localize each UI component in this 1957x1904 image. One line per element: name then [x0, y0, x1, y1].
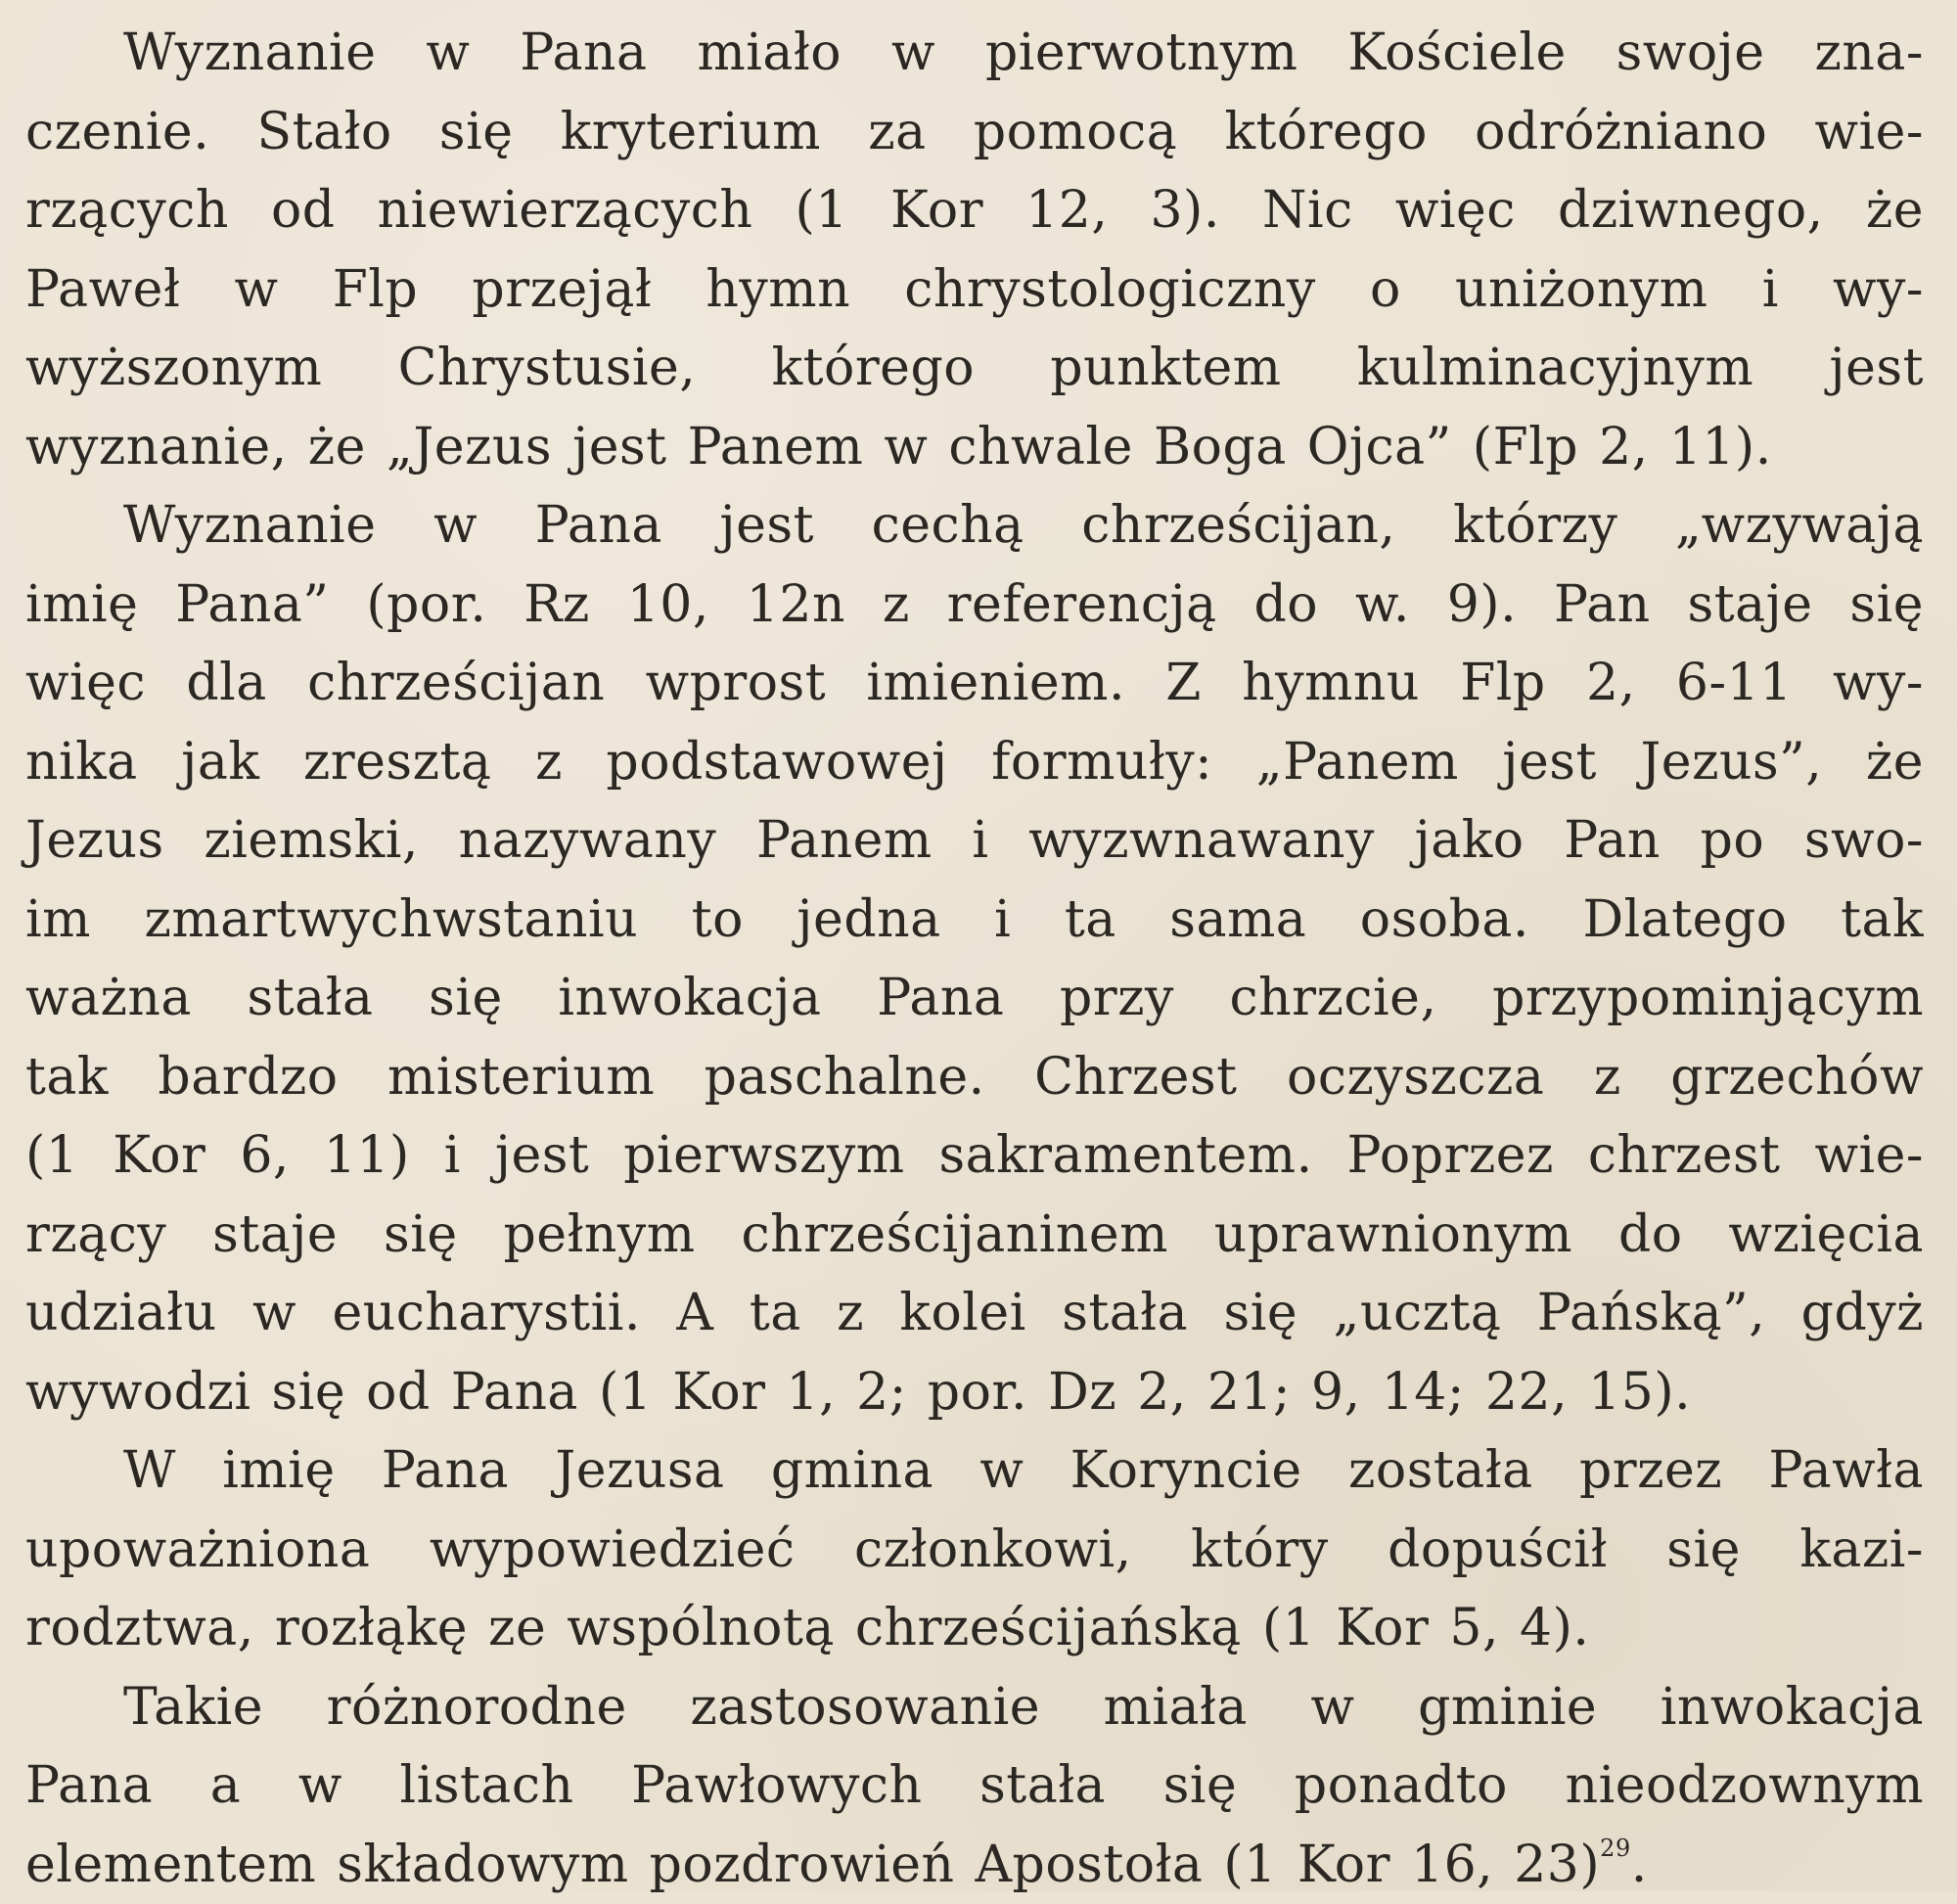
text-line: im zmartwychwstaniu to jedna i ta sama osoba. Dlatego tak — [25, 881, 1924, 960]
text-line: Takie różnorodne zastosowanie miała w gminie inwokacja — [25, 1668, 1924, 1747]
text-line: Wyznanie w Pana miało w pierwotnym Kościele swoje zna- — [25, 14, 1924, 93]
text-line: rzący staje się pełnym chrześcijaninem uprawnionym do wzięcia — [25, 1196, 1924, 1275]
text-line: tak bardzo misterium paschalne. Chrzest oczyszcza z grzechów — [25, 1038, 1924, 1117]
text-line: rzących od niewierzących (1 Kor 12, 3). Nic więc dziwnego, że — [25, 171, 1924, 250]
paragraph-2 — [25, 486, 1924, 1431]
text-line-with-footnote — [25, 1826, 1924, 1904]
text-line: rodztwa, rozłąkę ze wspólnotą chrześcijańską (1 Kor 5, 4). — [25, 1589, 1924, 1668]
text-line: ważna stała się inwokacja Pana przy chrzcie, przypominjącym — [25, 959, 1924, 1038]
body-text — [25, 14, 1924, 1904]
paragraph-4 — [25, 1668, 1924, 1904]
text-line: Jezus ziemski, nazywany Panem i wyzwnawany jako Pan po swo- — [25, 801, 1924, 881]
text-line: upoważniona wypowiedzieć członkowi, który dopuścił się kazi- — [25, 1511, 1924, 1590]
text-line: Pana a w listach Pawłowych stała się ponadto nieodzownym — [25, 1746, 1924, 1826]
text-line: udziału w eucharystii. A ta z kolei stała się „ucztą Pańską”, gdyż — [25, 1274, 1924, 1353]
paragraph-3 — [25, 1431, 1924, 1668]
text-line: (1 Kor 6, 11) i jest pierwszym sakramentem. Poprzez chrzest wie- — [25, 1116, 1924, 1196]
text-line: wyższonym Chrystusie, którego punktem kulminacyjnym jest — [25, 329, 1924, 408]
text-line: W imię Pana Jezusa gmina w Koryncie została przez Pawła — [25, 1431, 1924, 1511]
text-line: więc dla chrześcijan wprost imieniem. Z hymnu Flp 2, 6-11 wy- — [25, 644, 1924, 723]
trailing-period: . — [1631, 1836, 1648, 1894]
text-line: wyznanie, że „Jezus jest Panem w chwale Boga Ojca” (Flp 2, 11). — [25, 408, 1924, 487]
text-line: wywodzi się od Pana (1 Kor 1, 2; por. Dz 2, 21; 9, 14; 22, 15). — [25, 1353, 1924, 1432]
text-line: czenie. Stało się kryterium za pomocą którego odróżniano wie- — [25, 93, 1924, 172]
text-line: nika jak zresztą z podstawowej formuły: „Panem jest Jezus”, że — [25, 723, 1924, 802]
paragraph-1 — [25, 14, 1924, 486]
text-line: imię Pana” (por. Rz 10, 12n z referencją do w. 9). Pan staje się — [25, 566, 1924, 645]
text-line-content: elementem składowym pozdrowień Apostoła (1 Kor 16, 23) — [25, 1836, 1600, 1894]
text-line: Wyznanie w Pana jest cechą chrześcijan, którzy „wzywają — [25, 486, 1924, 566]
text-line: Paweł w Flp przejął hymn chrystologiczny o uniżonym i wy- — [25, 250, 1924, 330]
footnote-reference: 29 — [1600, 1835, 1631, 1862]
